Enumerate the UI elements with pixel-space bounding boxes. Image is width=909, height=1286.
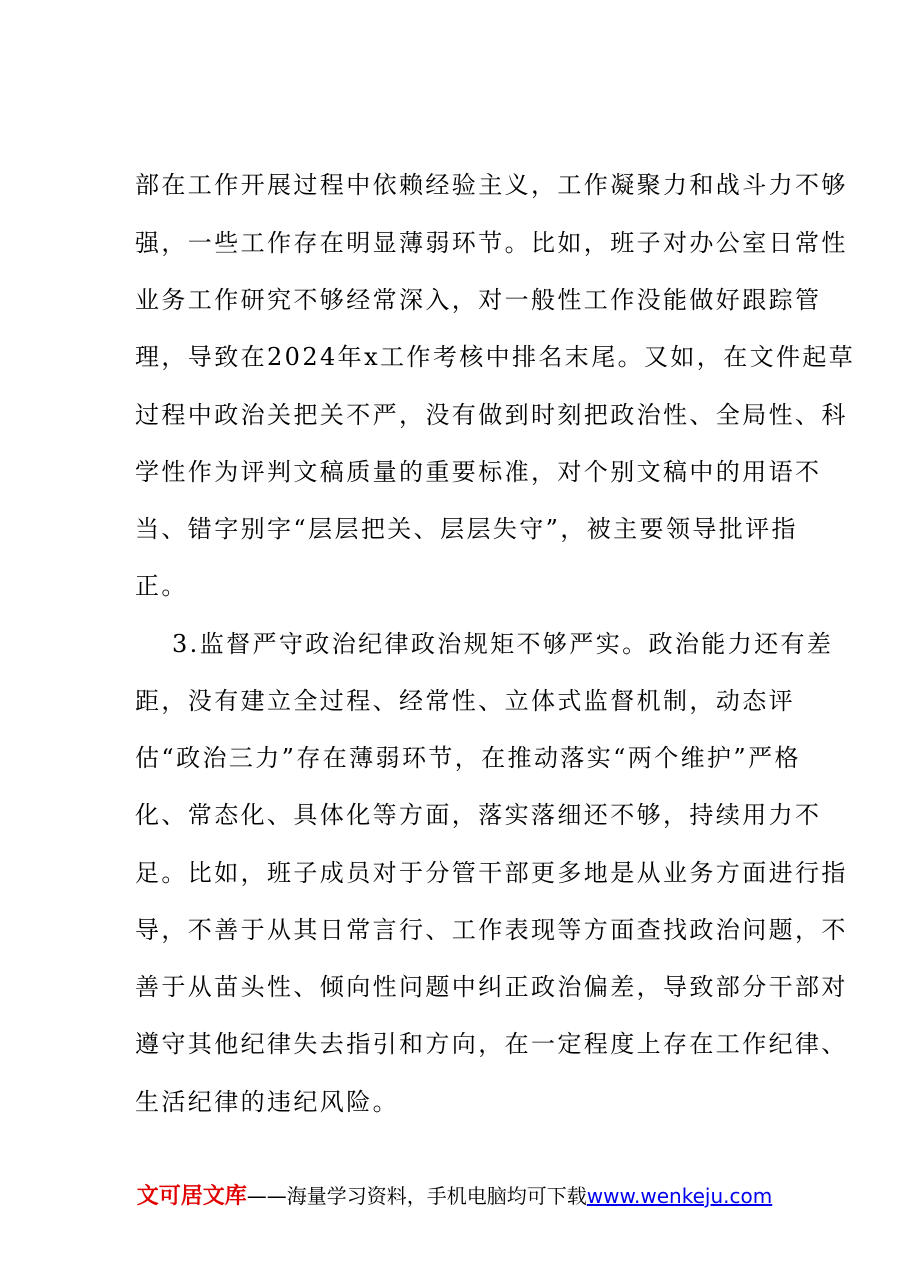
text-line: 足。比如，班子成员对于分管干部更多地是从业务方面进行指 — [135, 859, 848, 887]
text-line: 估“政治三力”存在薄弱环节，在推动落实“两个维护”严格 — [135, 744, 801, 772]
footer-brand: 文可居文库 — [136, 1184, 247, 1209]
text-line: 强，一些工作存在明显薄弱环节。比如，班子对办公室日常性 — [135, 229, 848, 257]
text-line: 理，导致在2024年x工作考核中排名末尾。又如，在文件起草 — [135, 343, 856, 371]
text-line: 过程中政治关把关不严，没有做到时刻把政治性、全局性、科 — [135, 401, 848, 429]
text-line: 导，不善于从其日常言行、工作表现等方面查找政治问题，不 — [135, 916, 848, 944]
text-line: 部在工作开展过程中依赖经验主义，工作凝聚力和战斗力不够 — [135, 171, 848, 199]
footer-slogan: ——海量学习资料，手机电脑均可下载 — [246, 1184, 587, 1208]
text-line: 善于从苗头性、倾向性问题中纠正政治偏差，导致部分干部对 — [135, 973, 848, 1001]
text-line: 正。 — [135, 572, 188, 600]
text-line: 当、错字别字“层层把关、层层失守”，被主要领导批评指 — [135, 515, 798, 543]
text-line: 业务工作研究不够经常深入，对一般性工作没能做好跟踪管 — [135, 286, 822, 314]
text-line: 化、常态化、具体化等方面，落实落细还不够，持续用力不 — [135, 801, 822, 829]
text-line: 学性作为评判文稿质量的重要标准，对个别文稿中的用语不 — [135, 458, 822, 486]
section-heading-line: 3.监督严守政治纪律政治规矩不够严实。政治能力还有差 — [172, 630, 834, 658]
text-line: 遵守其他纪律失去指引和方向，在一定程度上存在工作纪律、 — [135, 1030, 848, 1058]
footer-site-link[interactable]: www.wenkeju.com — [586, 1184, 773, 1208]
text-line: 距，没有建立全过程、经常性、立体式监督机制，动态评 — [135, 687, 795, 715]
text-line: 生活纪律的违纪风险。 — [135, 1088, 399, 1116]
footer-banner — [0, 1183, 909, 1210]
